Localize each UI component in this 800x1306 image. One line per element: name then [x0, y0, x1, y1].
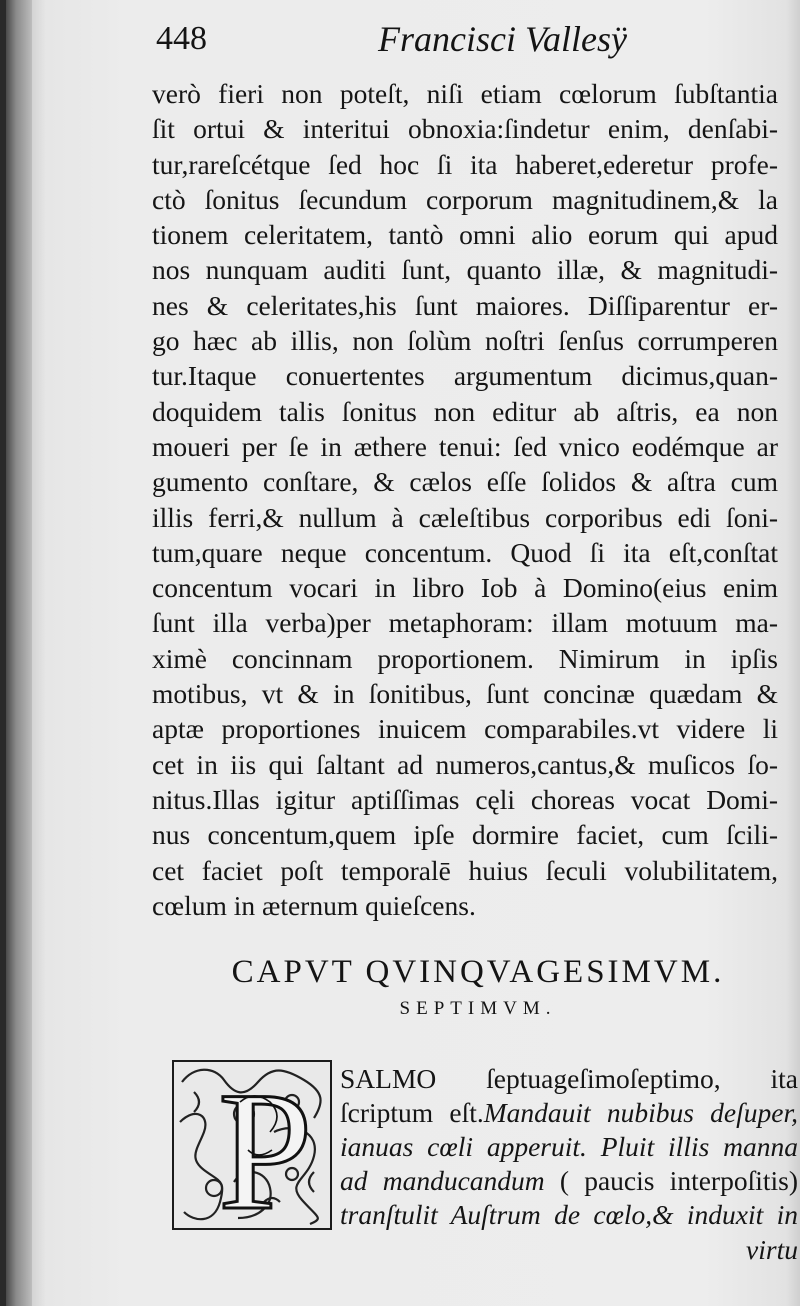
text-line: doquidem talis ſonitus non editur ab aſtris, ea non	[152, 395, 778, 427]
book-page	[6, 0, 800, 1306]
text-segment: ( paucis interpoſitis)	[559, 1165, 799, 1196]
text-line	[340, 1164, 798, 1198]
initial-letter-glyph: P	[218, 1062, 313, 1228]
text-line: cet faciet poſt temporalē huius ſeculi volubilitatem,	[152, 854, 778, 886]
text-line-last: cœlum in æternum quieſcens.	[152, 889, 476, 921]
chapter-heading: CAPVT QVINQVAGESIMVM.	[231, 954, 725, 990]
text-segment: ſcriptum eſt.	[340, 1097, 484, 1128]
main-text-block	[152, 76, 778, 923]
ornament-icon	[174, 1062, 330, 1228]
page-number: 448	[156, 20, 207, 57]
text-line: ſit ortui & interitui obnoxia:ſindetur enim, denſabi-	[152, 113, 778, 145]
text-line: nus concentum,quem ipſe dormire faciet, cum ſcili-	[152, 819, 778, 851]
text-line: SALMO ſeptuageſimoſeptimo, ita	[340, 1063, 798, 1094]
scripture-quote-line: ianuas cœli apperuit. Pluit illis manna	[340, 1131, 798, 1162]
text-line: ſunt illa verba)per metaphoram: illam motuum ma-	[152, 607, 778, 639]
page-header	[156, 18, 776, 68]
scripture-quote-line: tranſtulit Auſtrum de cœlo,& induxit in	[340, 1199, 798, 1230]
text-line: ximè concinnam proportionem. Nimirum in ipſis	[152, 642, 778, 674]
running-head: Francisci Vallesÿ	[378, 19, 627, 59]
text-line: nos nunquam auditi ſunt, quanto illæ, & magnitudi-	[152, 254, 778, 286]
text-line: aptæ proportiones inuicem comparabiles.vt videre li	[152, 713, 778, 745]
text-line: illis ferri,& nullum à cæleſtibus corporibus edi ſoni-	[152, 501, 778, 533]
text-line: tur.Itaque conuertentes argumentum dicimus,quan-	[152, 360, 778, 392]
scripture-quote: ad manducandum	[340, 1165, 545, 1196]
text-line: tionem celeritatem, tantò omni alio eorum qui apud	[152, 219, 778, 251]
text-line: ctò ſonitus ſecundum corporum magnitudinem,& la	[152, 183, 778, 215]
page-gutter-shadow	[6, 0, 32, 1306]
text-line: nes & celeritates,his ſunt maiores. Diſſiparentur er-	[152, 289, 778, 321]
text-line	[340, 1096, 798, 1130]
scripture-quote: Mandauit nubibus deſuper,	[483, 1097, 798, 1128]
decorated-initial-letter	[172, 1060, 332, 1230]
chapter-opening-paragraph	[340, 1062, 798, 1232]
chapter-subheading: SEPTIMVM.	[399, 998, 557, 1019]
text-line: gumento conſtare, & cælos eſſe ſolidos & aſtra cum	[152, 466, 778, 498]
text-line: tum,quare neque concentum. Quod ſi ita eſt,conſtat	[152, 536, 778, 568]
text-line: motibus, vt & in ſonitibus, ſunt concinæ quædam &	[152, 678, 778, 710]
text-line: cet in iis qui ſaltant ad numeros,cantus,& muſicos ſo-	[152, 748, 778, 780]
text-line: nitus.Illas igitur aptiſſimas cęli choreas vocat Domi-	[152, 783, 778, 815]
catchword: virtu	[746, 1234, 798, 1265]
text-line: go hæc ab illis, non ſolùm noſtri ſenſus corrumperen	[152, 325, 778, 357]
text-line: verò fieri non poteſt, niſi etiam cœlorum ſubſtantia	[152, 78, 778, 109]
text-line: concentum vocari in libro Iob à Domino(eius enim	[152, 572, 778, 604]
text-line: moueri per ſe in æthere tenui: ſed vnico eodémque ar	[152, 430, 778, 462]
text-line: tur,rareſcétque ſed hoc ſi ita haberet,ederetur profe-	[152, 148, 778, 180]
